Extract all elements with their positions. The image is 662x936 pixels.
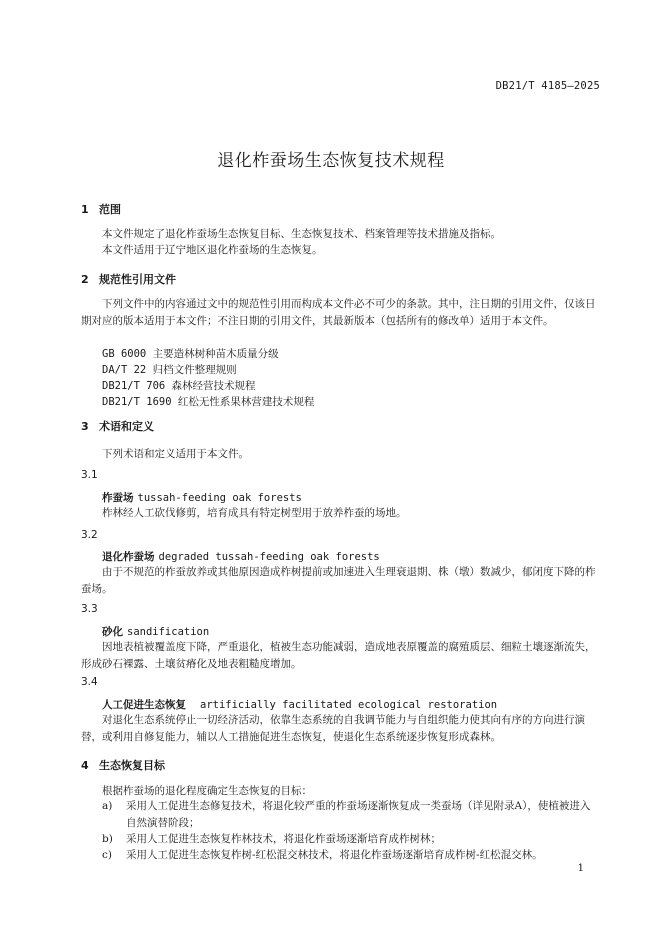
section-number: 4 xyxy=(81,759,89,772)
term-number: 3.2 xyxy=(81,529,98,541)
list-text: 采用人工促进生态恢复柞树-红松混交林技术，将退化柞蚕场逐渐培育成柞树-红松混交林。 xyxy=(126,849,543,861)
term-en: tussah-feeding oak forests xyxy=(137,492,302,504)
section-heading-2 xyxy=(81,271,176,287)
term-number: 3.1 xyxy=(81,469,98,481)
term-entry xyxy=(102,490,302,505)
term-zh: 退化柞蚕场 xyxy=(102,551,155,563)
reference-item: DB21/T 1690 红松无性系果林营建技术规程 xyxy=(102,396,315,408)
document-title: 退化柞蚕场生态恢复技术规程 xyxy=(217,151,445,171)
term-zh: 柞蚕场 xyxy=(102,492,134,504)
page-number: 1 xyxy=(577,863,584,874)
term-en: sandification xyxy=(127,626,210,638)
term-en: degraded tussah-feeding oak forests xyxy=(158,551,380,563)
list-item xyxy=(102,847,599,864)
reference-item: GB 6000 主要造林树种苗木质量分级 xyxy=(102,348,279,360)
list-label: b) xyxy=(102,833,113,845)
section-number: 3 xyxy=(81,420,89,433)
section-heading-3 xyxy=(81,418,154,434)
section-title: 范围 xyxy=(99,203,121,216)
term-zh: 砂化 xyxy=(102,626,123,638)
term-entry xyxy=(102,697,497,712)
term-number: 3.3 xyxy=(81,603,98,615)
section-number: 2 xyxy=(81,273,89,286)
term-entry xyxy=(102,549,380,564)
term-number: 3.4 xyxy=(81,676,98,688)
section-heading-1 xyxy=(81,201,121,217)
list-label: c) xyxy=(102,849,112,861)
paragraph: 下列术语和定义适用于本文件。 xyxy=(102,448,249,460)
paragraph: 本文件适用于辽宁地区退化柞蚕场的生态恢复。 xyxy=(102,244,323,256)
list-text: 采用人工促进生态修复技术，将退化较严重的柞蚕场逐渐恢复成一类蚕场（详见附录A），使植被进入自然演替阶段； xyxy=(126,800,591,829)
section-title: 术语和定义 xyxy=(99,420,154,433)
term-definition: 对退化生态系统停止一切经济活动，依靠生态系统的自我调节能力与自组织能力使其向有序的方向进行演替，或利用自修复能力，辅以人工措施促进生态恢复，使退化生态系统逐步恢复形成森林。 xyxy=(81,714,585,743)
term-en: artificially facilitated ecological restoration xyxy=(200,699,498,711)
term-definition: 因地表植被覆盖度下降，严重退化，植被生态功能减弱，造成地表原覆盖的腐殖质层、细粒土壤逐渐流失，形成砂石裸露、土壤贫瘠化及地表粗糙度增加。 xyxy=(81,641,596,670)
list-item xyxy=(102,798,599,831)
term-entry xyxy=(102,624,209,639)
reference-item: DA/T 22 归档文件整理规则 xyxy=(102,364,237,376)
list-text: 采用人工促进生态恢复柞林技术，将退化柞蚕场逐渐培育成柞树林； xyxy=(126,833,441,845)
list-item xyxy=(102,831,599,848)
section-title: 规范性引用文件 xyxy=(99,273,176,286)
list-label: a) xyxy=(102,800,113,812)
term-zh: 人工促进生态恢复 xyxy=(102,699,186,711)
term-definition: 柞林经人工砍伐修剪，培育成具有特定树型用于放养柞蚕的场地。 xyxy=(102,507,407,519)
reference-item: DB21/T 706 森林经营技术规程 xyxy=(102,380,256,392)
term-definition: 由于不规范的柞蚕放养或其他原因造成柞树提前或加速进入生理衰退期、株（墩）数减少，郁闭度下降的柞蚕场。 xyxy=(81,566,596,595)
section-title: 生态恢复目标 xyxy=(99,759,165,772)
section-heading-4 xyxy=(81,757,165,773)
paragraph: 本文件规定了退化柞蚕场生态恢复目标、生态恢复技术、档案管理等技术措施及指标。 xyxy=(102,228,501,240)
paragraph: 下列文件中的内容通过文中的规范性引用而构成本文件必不可少的条款。其中，注日期的引用文件，仅该日期对应的版本适用于本文件；不注日期的引用文件，其最新版本（包括所有的修改单）适用于本文件。 xyxy=(81,298,596,327)
standard-code: DB21/T 4185—2025 xyxy=(495,80,600,92)
section-number: 1 xyxy=(81,203,89,216)
paragraph: 根据柞蚕场的退化程度确定生态恢复的目标： xyxy=(102,785,312,797)
